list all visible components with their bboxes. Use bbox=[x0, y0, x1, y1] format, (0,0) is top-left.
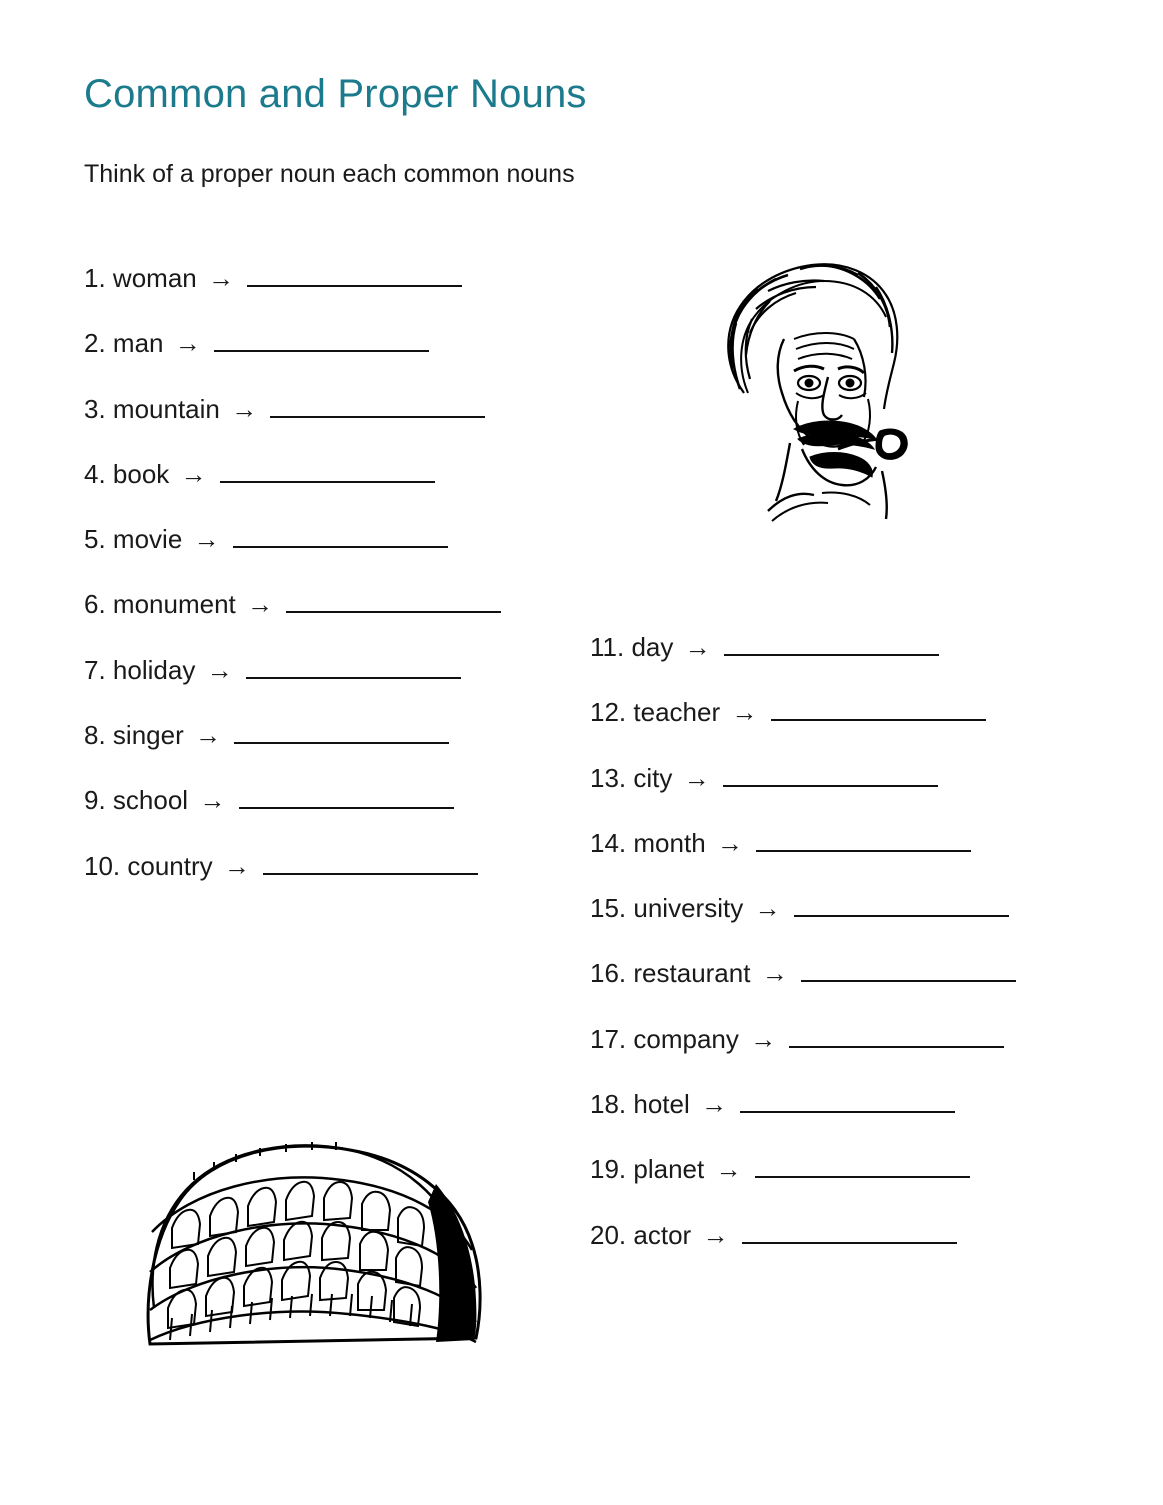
arrow-icon: → bbox=[174, 328, 201, 359]
list-item bbox=[590, 762, 1100, 793]
arrow-icon: → bbox=[207, 263, 234, 293]
list-item bbox=[84, 265, 584, 292]
arrow-icon: → bbox=[750, 1023, 777, 1054]
item-word: mountain bbox=[112, 393, 220, 424]
einstein-portrait-illustration bbox=[672, 243, 922, 568]
answer-blank[interactable] bbox=[246, 657, 461, 679]
item-word: woman bbox=[112, 263, 197, 293]
answer-blank[interactable] bbox=[239, 787, 454, 809]
list-item bbox=[84, 330, 584, 357]
arrow-icon: → bbox=[716, 827, 743, 858]
item-number: 5. bbox=[84, 524, 106, 555]
list-item bbox=[590, 1219, 1100, 1250]
answer-blank[interactable] bbox=[771, 699, 986, 721]
instructions-text: Think of a proper noun each common nouns bbox=[84, 160, 575, 188]
list-item bbox=[84, 654, 584, 685]
left-question-column bbox=[84, 265, 584, 918]
list-item bbox=[590, 960, 1100, 987]
item-number: 18. bbox=[590, 1089, 627, 1120]
answer-blank[interactable] bbox=[742, 1222, 957, 1244]
answer-blank[interactable] bbox=[723, 765, 938, 787]
item-word: planet bbox=[633, 1154, 705, 1185]
item-number: 11. bbox=[590, 632, 625, 662]
item-word: holiday bbox=[112, 654, 196, 685]
item-word: movie bbox=[112, 524, 183, 555]
arrow-icon: → bbox=[194, 720, 221, 751]
item-word: monument bbox=[112, 589, 236, 620]
item-word: company bbox=[633, 1023, 739, 1054]
arrow-icon: → bbox=[223, 850, 250, 881]
answer-blank[interactable] bbox=[247, 265, 462, 287]
list-item bbox=[84, 722, 584, 749]
arrow-icon: → bbox=[684, 632, 711, 662]
answer-blank[interactable] bbox=[756, 830, 971, 852]
list-item bbox=[590, 1023, 1100, 1054]
list-item bbox=[84, 393, 584, 424]
item-word: actor bbox=[633, 1219, 692, 1250]
arrow-icon: → bbox=[193, 524, 220, 555]
item-number: 3. bbox=[84, 393, 106, 424]
answer-blank[interactable] bbox=[801, 960, 1016, 982]
arrow-icon: → bbox=[761, 958, 788, 989]
item-number: 20. bbox=[590, 1219, 627, 1250]
arrow-icon: → bbox=[180, 458, 207, 489]
item-number: 6. bbox=[84, 589, 106, 620]
answer-blank[interactable] bbox=[794, 895, 1009, 917]
list-item bbox=[590, 634, 1100, 661]
right-question-column bbox=[590, 634, 1100, 1287]
item-number: 9. bbox=[84, 785, 106, 816]
list-item bbox=[84, 850, 584, 881]
item-number: 2. bbox=[84, 328, 106, 359]
item-word: book bbox=[112, 458, 170, 489]
item-word: singer bbox=[112, 720, 184, 751]
item-number: 8. bbox=[84, 720, 106, 751]
answer-blank[interactable] bbox=[789, 1026, 1004, 1048]
answer-blank[interactable] bbox=[263, 853, 478, 875]
item-word: month bbox=[633, 827, 706, 858]
item-word: country bbox=[127, 850, 213, 881]
list-item bbox=[590, 895, 1100, 922]
list-item bbox=[84, 591, 584, 618]
item-number: 10. bbox=[84, 850, 121, 881]
answer-blank[interactable] bbox=[286, 591, 501, 613]
arrow-icon: → bbox=[206, 654, 233, 685]
item-word: restaurant bbox=[633, 958, 751, 989]
list-item bbox=[590, 699, 1100, 726]
list-item bbox=[590, 827, 1100, 858]
list-item bbox=[84, 458, 584, 489]
arrow-icon: → bbox=[231, 393, 258, 424]
answer-blank[interactable] bbox=[740, 1091, 955, 1113]
item-number: 19. bbox=[590, 1154, 627, 1185]
answer-blank[interactable] bbox=[270, 396, 485, 418]
arrow-icon: → bbox=[683, 762, 710, 793]
answer-blank[interactable] bbox=[724, 634, 939, 656]
item-number: 14. bbox=[590, 827, 627, 858]
arrow-icon: → bbox=[701, 1089, 728, 1120]
answer-blank[interactable] bbox=[214, 330, 429, 352]
list-item bbox=[84, 787, 584, 814]
list-item bbox=[590, 1091, 1100, 1118]
item-number: 17. bbox=[590, 1023, 627, 1054]
answer-blank[interactable] bbox=[755, 1156, 970, 1178]
item-number: 7. bbox=[84, 654, 106, 685]
item-word: city bbox=[633, 762, 673, 793]
answer-blank[interactable] bbox=[233, 526, 448, 548]
item-number: 13. bbox=[590, 762, 627, 793]
list-item bbox=[590, 1156, 1100, 1183]
list-item bbox=[84, 526, 584, 553]
item-word: hotel bbox=[633, 1089, 690, 1120]
answer-blank[interactable] bbox=[234, 722, 449, 744]
page-title: Common and Proper Nouns bbox=[84, 72, 587, 116]
item-number: 15. bbox=[590, 893, 627, 924]
item-word: day bbox=[631, 632, 674, 662]
item-number: 4. bbox=[84, 458, 106, 489]
arrow-icon: → bbox=[754, 893, 781, 924]
item-number: 1. bbox=[84, 263, 106, 293]
item-number: 16. bbox=[590, 958, 627, 989]
item-word: school bbox=[112, 785, 189, 816]
item-word: university bbox=[633, 893, 744, 924]
answer-blank[interactable] bbox=[220, 461, 435, 483]
item-word: teacher bbox=[633, 697, 721, 728]
item-word: man bbox=[112, 328, 164, 359]
arrow-icon: → bbox=[715, 1154, 742, 1185]
arrow-icon: → bbox=[702, 1219, 729, 1250]
arrow-icon: → bbox=[199, 785, 226, 816]
item-number: 12. bbox=[590, 697, 627, 728]
arrow-icon: → bbox=[731, 697, 758, 728]
colosseum-illustration bbox=[136, 1132, 506, 1362]
arrow-icon: → bbox=[247, 589, 273, 620]
